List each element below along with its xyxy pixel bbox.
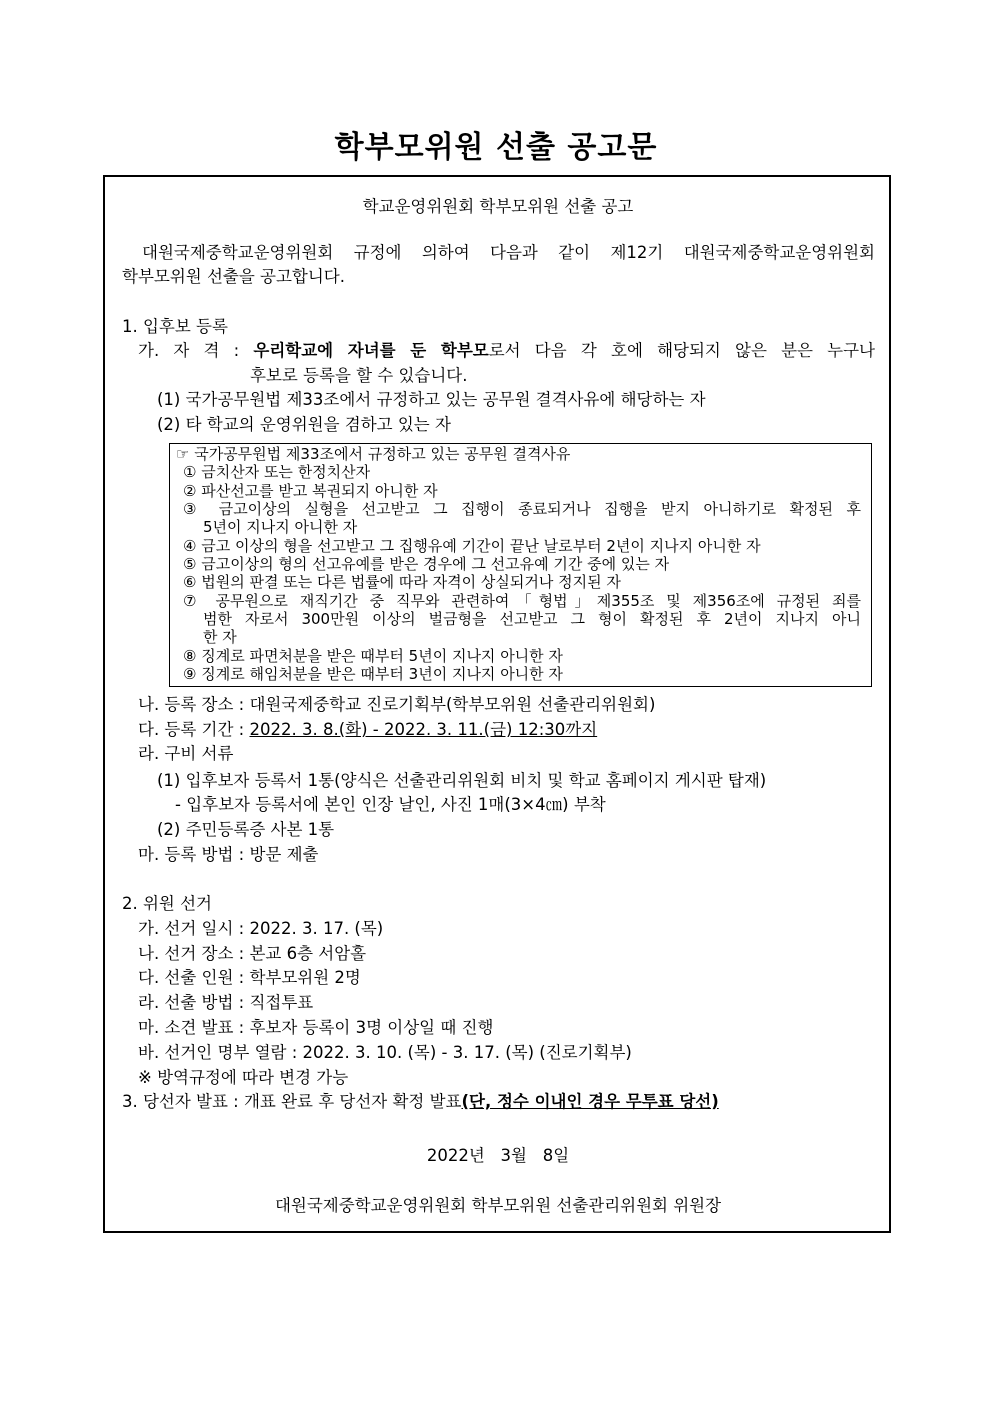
notice-heading: 학교운영위원회 학부모위원 선출 공고 — [362, 197, 634, 216]
eligibility-continuation: 후보로 등록을 할 수 있습니다. — [250, 366, 468, 385]
eligibility-line — [138, 341, 875, 361]
announcement-text: 3. 당선자 발표 : 개표 완료 후 당선자 확정 발표 — [122, 1092, 462, 1111]
eligibility-emphasis: 우리학교에 자녀를 둔 학부모 — [253, 341, 489, 360]
intro-line-1: 대원국제중학교운영위원회 규정에 의하여 다음과 같이 제12기 대원국제중학교운영위원회 — [142, 243, 875, 262]
box-item-1: ① 금치산자 또는 한정치산자 — [183, 463, 371, 481]
election-place: 나. 선거 장소 : 본교 6층 서암홀 — [138, 944, 367, 963]
eligibility-item-1: (1) 국가공무원법 제33조에서 규정하고 있는 공무원 결격사유에 해당하는 자 — [157, 390, 706, 409]
announcement-emphasis: (단, 정수 이내인 경우 무투표 당선) — [461, 1092, 719, 1111]
box-item-3a: ③ 금고이상의 실형을 선고받고 그 집행이 종료되거나 집행을 받지 아니하기로 확정된 후 — [183, 500, 861, 518]
box-item-8: ⑧ 징계로 파면처분을 받은 때부터 5년이 지나지 아니한 자 — [183, 647, 563, 665]
election-date: 가. 선거 일시 : 2022. 3. 17. (목) — [138, 919, 384, 938]
registration-place: 나. 등록 장소 : 대원국제중학교 진로기획부(학부모위원 선출관리위원회) — [138, 695, 656, 714]
page-title: 학부모위원 선출 공고문 — [334, 130, 658, 165]
registration-period-value: 2022. 3. 8.(화) - 2022. 3. 11.(금) 12:30까지 — [249, 720, 598, 739]
section-1-title: 1. 입후보 등록 — [122, 317, 228, 336]
document-item-2: (2) 주민등록증 사본 1통 — [157, 820, 335, 839]
eligibility-rest: 로서 다음 각 호에 해당되지 않은 분은 누구나 — [488, 341, 875, 360]
box-item-7c: 한 자 — [203, 628, 237, 646]
notice-date: 2022년 3월 8일 — [426, 1146, 570, 1165]
box-title: ☞ 국가공무원법 제33조에서 규정하고 있는 공무원 결격사유 — [176, 445, 571, 463]
box-item-9: ⑨ 징계로 해임처분을 받은 때부터 3년이 지나지 아니한 자 — [183, 665, 563, 683]
box-item-7b: 범한 자로서 300만원 이상의 벌금형을 선고받고 그 형이 확정된 후 2년이 지나지 아니 — [203, 610, 861, 628]
notice-signature: 대원국제중학교운영위원회 학부모위원 선출관리위원회 위원장 — [274, 1196, 722, 1215]
intro-line-2: 학부모위원 선출을 공고합니다. — [122, 267, 345, 286]
candidate-speech: 마. 소견 발표 : 후보자 등록이 3명 이상일 때 진행 — [138, 1018, 494, 1037]
section-3-announcement — [122, 1092, 719, 1112]
eligibility-item-2: (2) 타 학교의 운영위원을 겸하고 있는 자 — [157, 415, 451, 434]
box-item-3b: 5년이 지나지 아니한 자 — [203, 518, 358, 536]
voter-list-viewing: 바. 선거인 명부 열람 : 2022. 3. 10. (목) - 3. 17. (목) (진로기획부) — [138, 1043, 632, 1062]
box-item-7a: ⑦ 공무원으로 재직기간 중 직무와 관련하여「형법」제355조 및 제356조에 규정된 죄를 — [183, 592, 861, 610]
box-item-2: ② 파산선고를 받고 복권되지 아니한 자 — [183, 482, 438, 500]
document-item-1: (1) 입후보자 등록서 1통(양식은 선출관리위원회 비치 및 학교 홈페이지 게시판 탑재) — [157, 771, 767, 790]
box-item-6: ⑥ 법원의 판결 또는 다른 법률에 따라 자격이 상실되거나 정지된 자 — [183, 573, 621, 591]
election-method: 라. 선출 방법 : 직접투표 — [138, 993, 314, 1012]
required-documents: 라. 구비 서류 — [138, 744, 234, 763]
notice-frame — [103, 175, 891, 1233]
box-item-4: ④ 금고 이상의 형을 선고받고 그 집행유예 기간이 끝난 날로부터 2년이 지나지 아니한 자 — [183, 537, 761, 555]
box-item-5: ⑤ 금고이상의 형의 선고유예를 받은 경우에 그 선고유예 기간 중에 있는 자 — [183, 555, 670, 573]
election-seats: 다. 선출 인원 : 학부모위원 2명 — [138, 968, 361, 987]
registration-period — [138, 720, 597, 740]
quarantine-note: ※ 방역규정에 따라 변경 가능 — [138, 1068, 349, 1087]
document-item-1-note: - 입후보자 등록서에 본인 인장 날인, 사진 1매(3×4㎝) 부착 — [175, 795, 606, 814]
disqualification-box — [169, 443, 872, 687]
registration-method: 마. 등록 방법 : 방문 제출 — [138, 845, 319, 864]
registration-period-label: 다. 등록 기간 : — [138, 720, 250, 739]
eligibility-label: 가. 자 격 : — [138, 341, 254, 360]
section-2-title: 2. 위원 선거 — [122, 894, 212, 913]
